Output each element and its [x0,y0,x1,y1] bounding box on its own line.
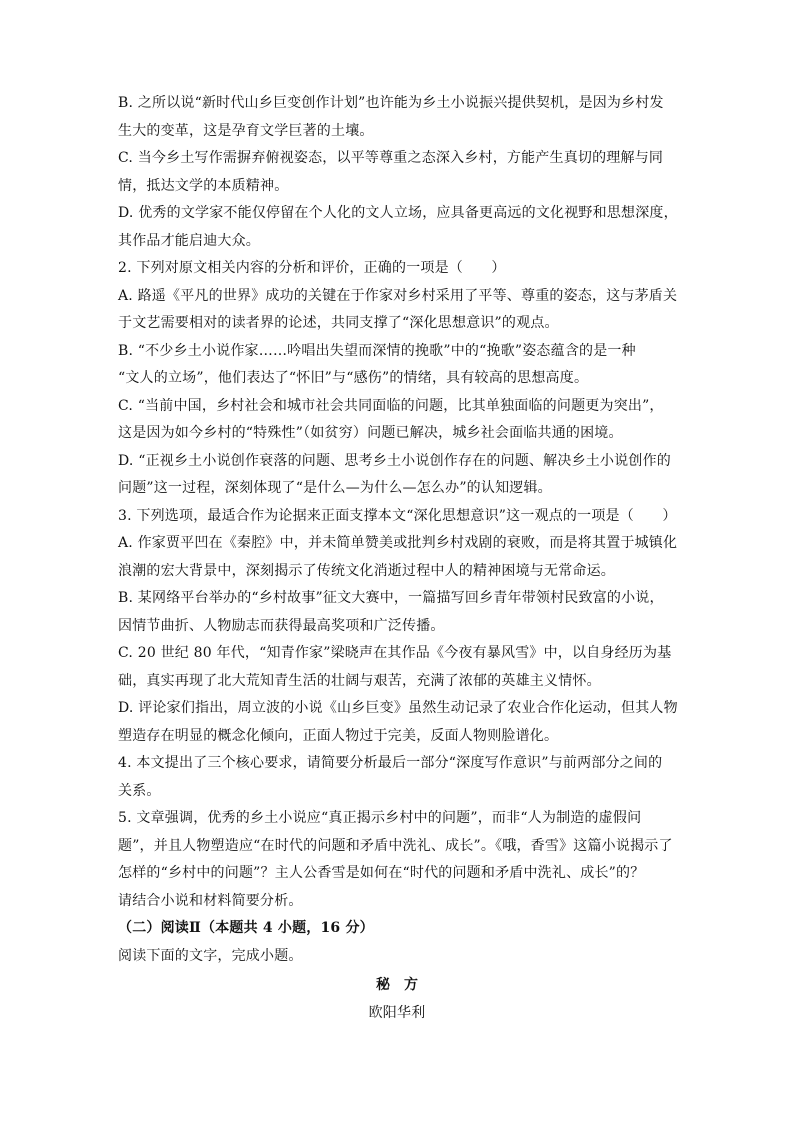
text-line: D. “正视乡土小说创作衰落的问题、思考乡土小说创作存在的问题、解决乡土小说创作的 [118,452,671,469]
text-line: C. 当今乡土写作需摒弃俯视姿态，以平等尊重之态深入乡村，方能产生真切的理解与同 [118,150,664,166]
text-line: 础，真实再现了北大荒知青生活的壮阔与艰苦，充满了浓郁的英雄主义情怀。 [118,672,601,689]
document-page [118,90,676,1027]
text-line: 3. 下列选项，最适合作为论据来正面支撑本文“深化思想意识”这一观点的一项是（ ） [118,507,677,524]
story-author: 欧阳华利 [368,1004,426,1021]
text-line: C. “当前中国，乡村社会和城市社会共同面临的问题，比其单独面临的问题更为突出”， [118,397,664,414]
question-text [118,90,676,915]
text-line: A. 路遥《平凡的世界》成功的关键在于作家对乡村采用了平等、尊重的姿态，这与茅盾关 [118,287,678,304]
text-line: D. 优秀的文学家不能仅停留在个人化的文人立场，应具备更高远的文化视野和思想深度， [118,205,678,221]
story-title: 秘方 [376,977,432,993]
text-line: 怎样的“乡村中的问题”？主人公香雪是如何在“时代的问题和矛盾中洗礼、成长”的？ [118,865,645,881]
text-line: 其作品才能启迪大众。 [118,232,260,249]
text-line: A. 作家贾平凹在《秦腔》中，并未简单赞美或批判乡村戏剧的衰败，而是将其置于城镇化 [118,535,678,551]
text-line: 请结合小说和材料简要分析。 [118,892,303,909]
text-line: 因情节曲折、人物励志而获得最高奖项和广泛传播。 [118,617,445,634]
text-line: C. 20 世纪 80 年代，“知青作家”梁晓声在其作品《今夜有暴风雪》中，以自身经历为基 [118,645,672,661]
text-line: 关系。 [118,782,161,799]
text-line: 浪潮的宏大背景中，深刻揭示了传统文化消逝过程中人的精神困境与无常命运。 [118,562,615,579]
reading-instruction: 阅读下面的文字，完成小题。 [118,947,303,964]
text-line: D. 评论家们指出，周立波的小说《山乡巨变》虽然生动记录了农业合作化运动，但其人物 [118,700,678,716]
text-line: 5. 文章强调，优秀的乡土小说应“真正揭示乡村中的问题”，而非“人为制造的虚假问 [118,810,642,826]
text-line: B. 某网络平台举办的“乡村故事”征文大赛中，一篇描写回乡青年带领村民致富的小说， [118,590,664,606]
section-heading: （二）阅读Ⅱ（本题共 4 小题，16 分） [118,920,374,936]
text-line: 这是因为如今乡村的“特殊性”（如贫穷）问题已解决，城乡社会面临共通的困境。 [118,425,623,441]
text-line: 塑造存在明显的概念化倾向，正面人物过于完美，反面人物则脸谱化。 [118,727,559,744]
text-line: 问题”这一过程，深刻体现了“是什么—为什么—怎么办”的认知逻辑。 [118,480,552,496]
text-line: 生大的变革，这是孕育文学巨著的土壤。 [118,122,374,139]
text-line: B. “不少乡土小说作家……吟唱出失望而深情的挽歌”中的“挽歌”姿态蕴含的是一种 [118,342,636,359]
text-line: 于文艺需要相对的读者界的论述，共同支撑了“深化思想意识”的观点。 [118,315,559,331]
text-line: “文人的立场”，他们表达了“怀旧”与“感伤”的情绪，具有较高的思想高度。 [118,370,589,386]
text-line: 情，抵达文学的本质精神。 [118,177,289,194]
text-line: 2. 下列对原文相关内容的分析和评价，正确的一项是（ ） [118,260,506,276]
text-line: 题”，并且人物塑造应“在时代的问题和矛盾中洗礼、成长”。《哦，香雪》这篇小说揭示了 [118,837,673,854]
text-line: 4. 本文提出了三个核心要求，请简要分析最后一部分“深度写作意识”与前两部分之间的 [118,755,663,771]
text-line: B. 之所以说“新时代山乡巨变创作计划”也许能为乡土小说振兴提供契机，是因为乡村发 [118,95,664,111]
